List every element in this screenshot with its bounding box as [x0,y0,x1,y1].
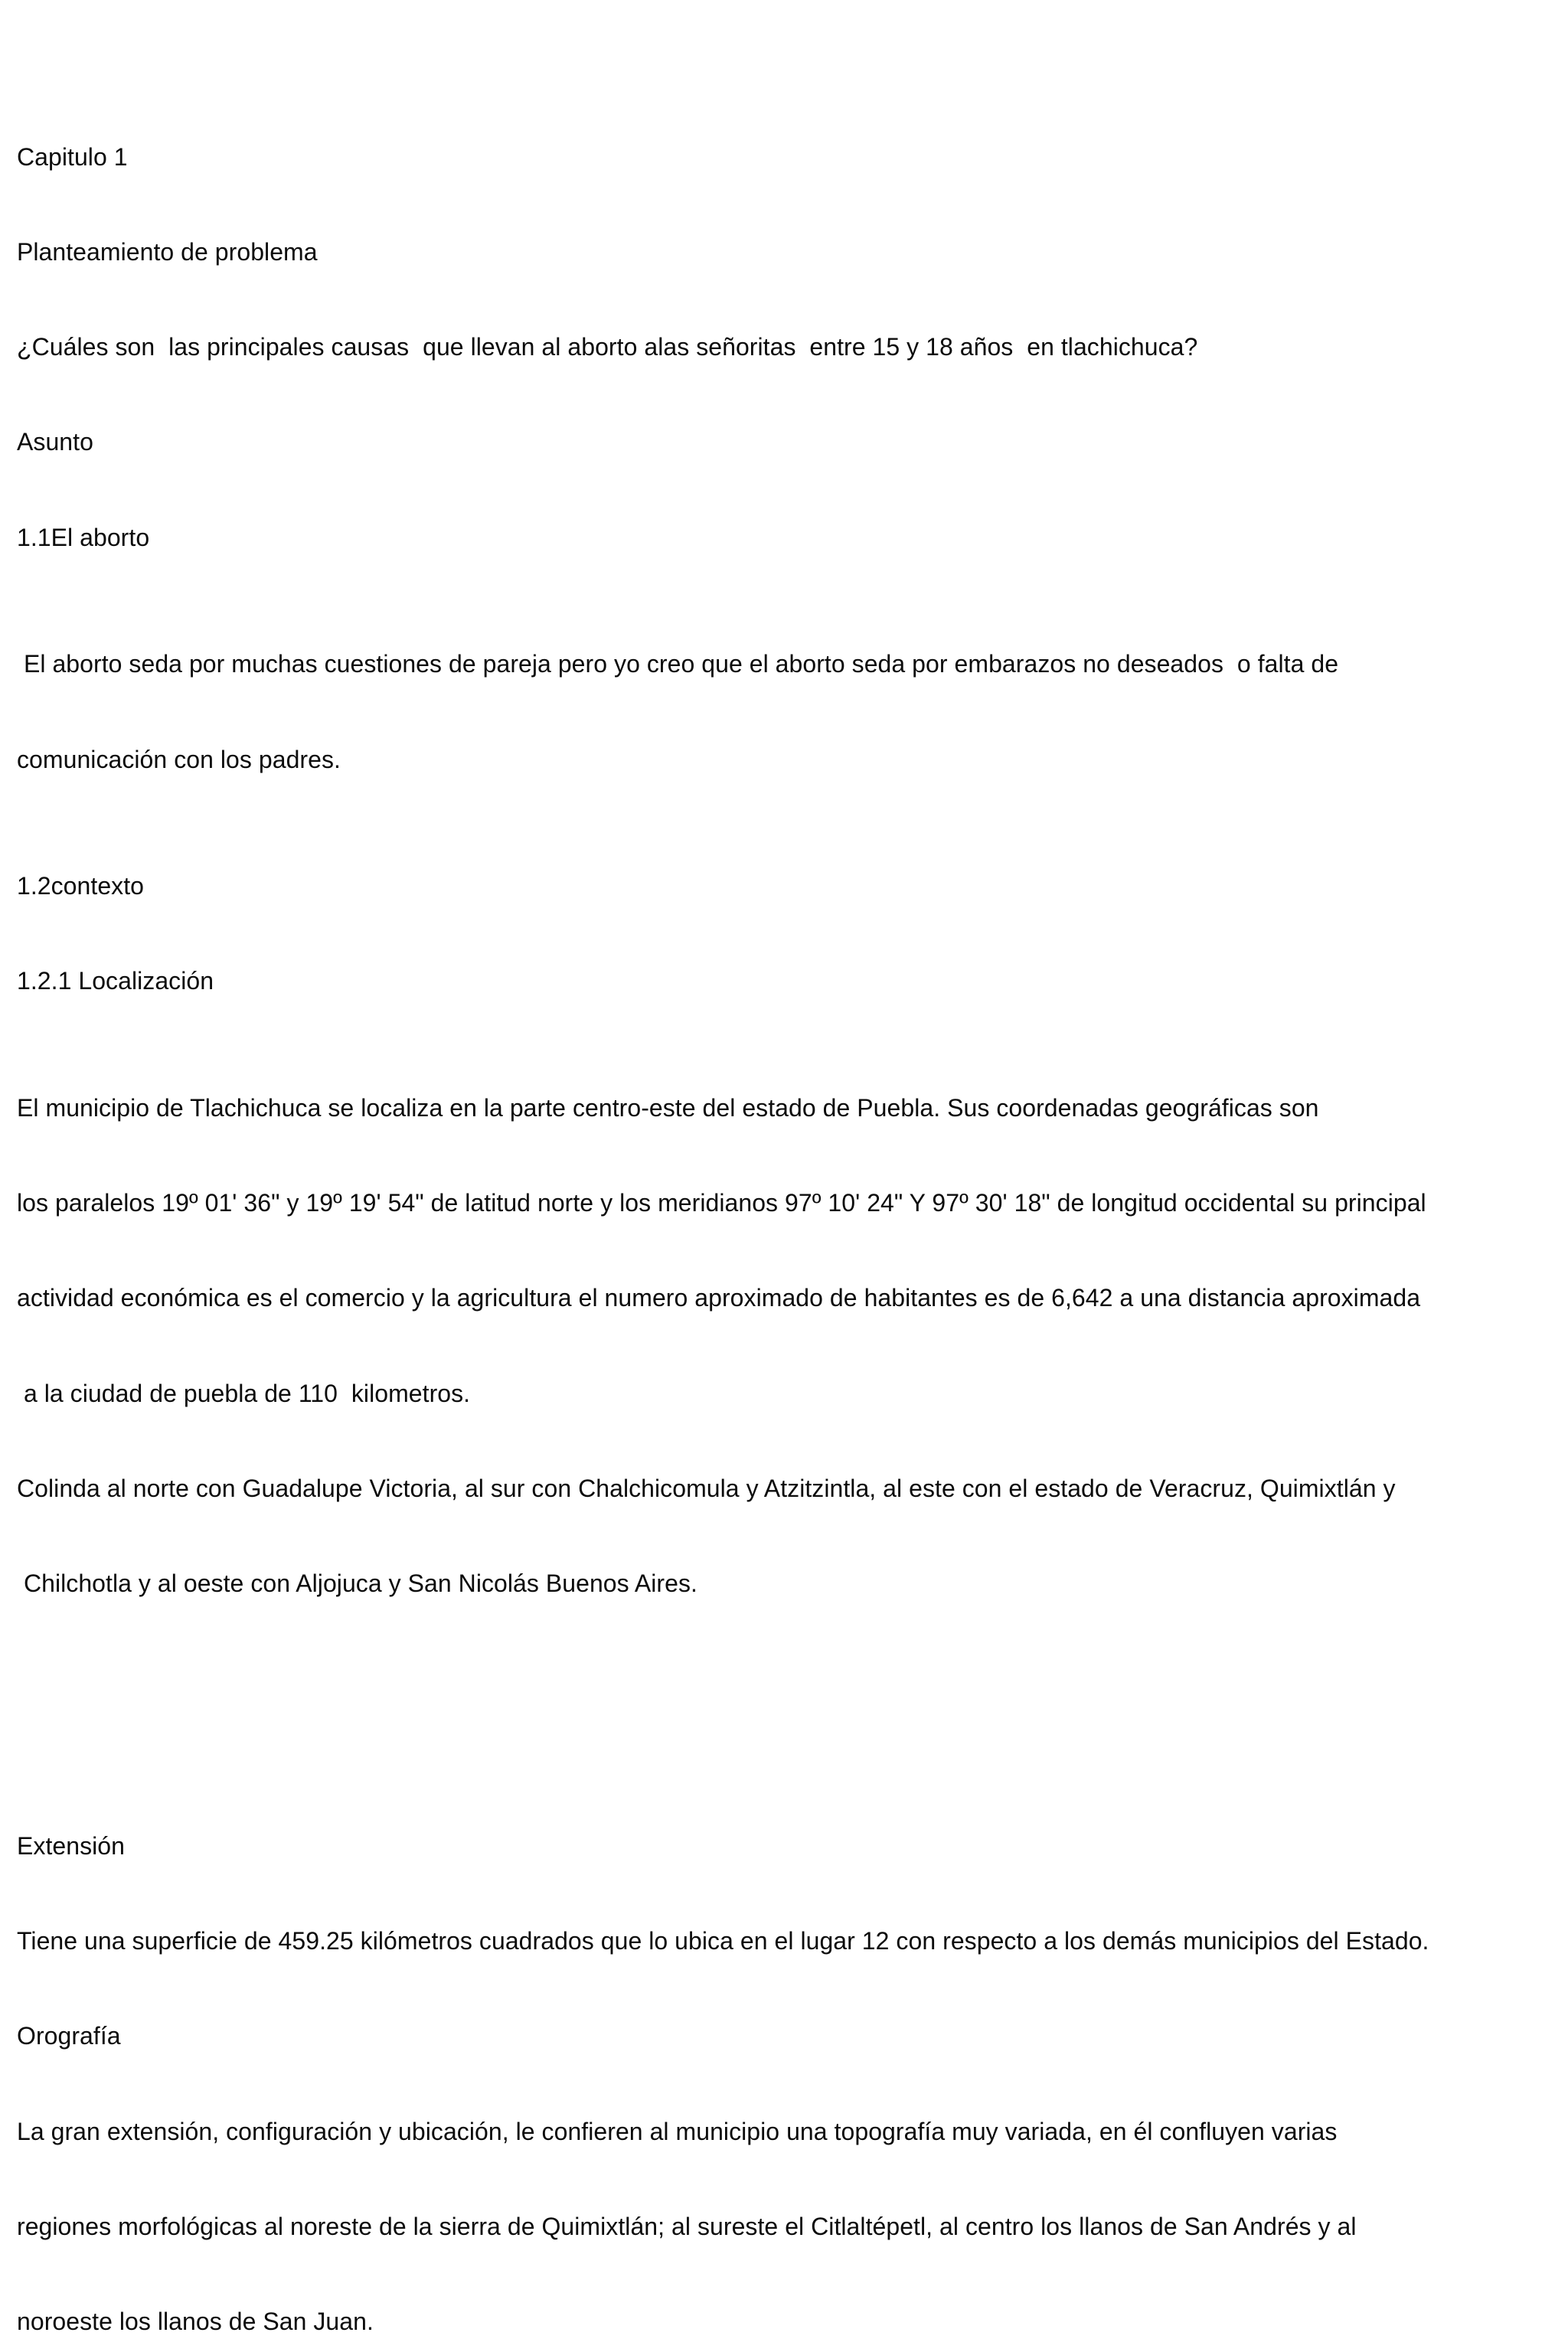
section-1-1-heading: 1.1El aborto [17,523,150,551]
location-paragraph-line: a la ciudad de puebla de 110 kilometros. [17,1379,471,1407]
orography-paragraph-line: regiones morfológicas al noreste de la sierra de Quimixtlán; al sureste el Citlaltépetl, al centro los llanos de San Andrés y al [17,2212,1357,2240]
extension-heading: Extensión [17,1831,125,1860]
location-paragraph-line: El municipio de Tlachichuca se localiza en la parte centro-este del estado de Puebla. Sus coordenadas geográficas son [17,1094,1319,1122]
problem-heading: Planteamiento de problema [17,238,318,266]
location-paragraph-line: actividad económica es el comercio y la agricultura el numero aproximado de habitantes es de 6,642 a una distancia aproximada [17,1284,1421,1312]
section-1-2-1-heading: 1.2.1 Localización [17,967,214,995]
boundaries-paragraph-line: Chilchotla y al oeste con Aljojuca y San Nicolás Buenos Aires. [17,1570,697,1598]
boundaries-paragraph-line: Colinda al norte con Guadalupe Victoria, al sur con Chalchicomula y Atzitzintla, al este con el estado de Veracruz, Quimixtlán y [17,1474,1396,1502]
orography-paragraph-line: La gran extensión, configuración y ubicación, le confieren al municipio una topografía muy variada, en él confluyen varias [17,2117,1338,2145]
extension-paragraph: Tiene una superficie de 459.25 kilómetros cuadrados que lo ubica en el lugar 12 con respecto a los demás municipios del Estado. [17,1927,1429,1955]
section-1-2-heading: 1.2contexto [17,872,145,900]
orography-heading: Orografía [17,2022,121,2050]
abortion-paragraph-line: comunicación con los padres. [17,745,341,773]
paragraph-spacer [17,1695,1560,1736]
orography-paragraph-line: noroeste los llanos de San Juan. [17,2308,374,2336]
location-paragraph-line: los paralelos 19º 01' 36" y 19º 19' 54" de latitud norte y los meridianos 97º 10' 24" Y 97º 30' 18" de longitud occidental su principal [17,1189,1426,1217]
subject-heading: Asunto [17,428,93,456]
document-body [17,78,1560,2352]
abortion-paragraph-line: El aborto seda por muchas cuestiones de pareja pero yo creo que el aborto seda por embarazos no deseados o falta de [17,650,1339,678]
chapter-title: Capitulo 1 [17,142,128,171]
research-question: ¿Cuáles son las principales causas que llevan al aborto alas señoritas entre 15 y 18 años en tlachichuca? [17,333,1198,361]
